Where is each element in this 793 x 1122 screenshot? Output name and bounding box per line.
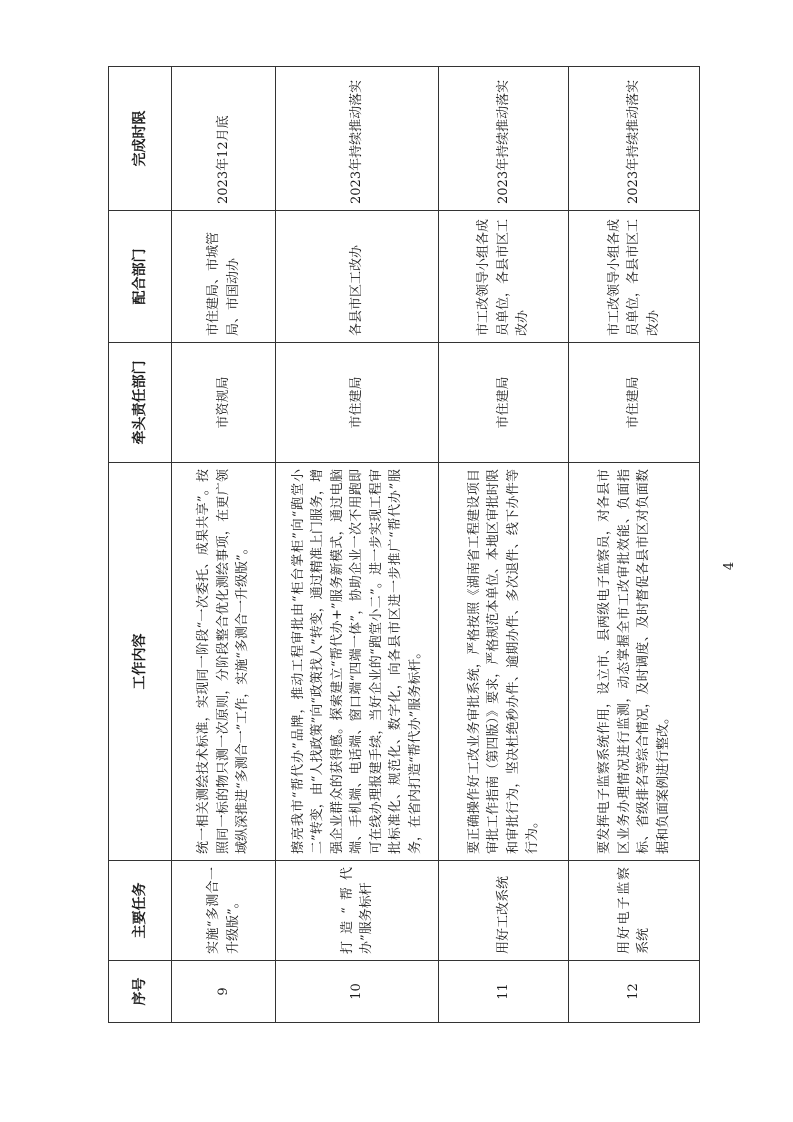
cell-serial-number: 11 (439, 961, 569, 1023)
header-lead-department: 牵头责任部门 (109, 343, 172, 463)
cell-lead-department: 市资规局 (172, 343, 276, 463)
cell-deadline: 2023年12月底 (172, 67, 276, 211)
table-row (276, 67, 439, 1023)
cell-lead-department: 市住建局 (569, 343, 700, 463)
rotated-table-wrapper (108, 67, 700, 1023)
cell-cooperating-department: 市工改领导小组各成员单位，各县市区工改办 (439, 211, 569, 343)
cell-cooperating-department: 市工改领导小组各成员单位，各县市区工改办 (569, 211, 700, 343)
work-task-table (108, 66, 700, 1023)
header-serial-number: 序号 (109, 961, 172, 1023)
cell-deadline: 2023年持续推动落实 (276, 67, 439, 211)
header-cooperating-department: 配合部门 (109, 211, 172, 343)
cell-serial-number: 10 (276, 961, 439, 1023)
cell-cooperating-department: 市住建局、市城管局、市国动办 (172, 211, 276, 343)
cell-serial-number: 9 (172, 961, 276, 1023)
header-main-task: 主要任务 (109, 861, 172, 961)
header-deadline: 完成时限 (109, 67, 172, 211)
cell-main-task: 用好工改系统 (439, 861, 569, 961)
cell-main-task: 用好电子监察系统 (569, 861, 700, 961)
cell-lead-department: 市住建局 (276, 343, 439, 463)
cell-work-content: 擦亮我市“帮代办”品牌，推动工程审批由“柜台掌柜”向“跑堂小二”转变，由“人找政策”向“政策找人”转变，通过精准上门服务，增强企业群众的获得感。探索建立“帮代办+”服务新模式，通过电脑端、手机端、电话端、窗口端“四端一体”，协助企业一次不用跑即可在线办理报建手续，当好企业的“跑堂小二”。进一步实现工程审批标准化、规范化、数字化，向各县市区进一步推广“帮代办”服务，在省内打造“帮代办”服务标杆。 (276, 463, 439, 861)
cell-work-content: 统一相关测绘技术标准，实现同一阶段“一次委托、成果共享”。按照同一标的物只测一次原则，分阶段整合优化测绘事项，在更广领域纵深推进“多测合一”工作，实施“多测合一升级版”。 (172, 463, 276, 861)
table-row (172, 67, 276, 1023)
cell-main-task: 打造“帮代办”服务标杆 (276, 861, 439, 961)
cell-serial-number: 12 (569, 961, 700, 1023)
cell-work-content: 要正确操作好工改业务审批系统，严格按照《湖南省工程建设项目审批工作指南（第四版）》要求，严格规范本单位、本地区审批时限和审批行为，坚决杜绝秒办件、逾期办件、多次退件、线下办件等行为。 (439, 463, 569, 861)
cell-deadline: 2023年持续推动落实 (569, 67, 700, 211)
cell-work-content: 要发挥电子监察系统作用，设立市、县两级电子监察员，对各县市区业务办理情况进行监测，动态掌握全市工改审批效能、负面指标、省级排名等综合情况，及时调度、及时督促各县市区对负面数据和负面案例进行整改。 (569, 463, 700, 861)
table-row (439, 67, 569, 1023)
table-header-row (109, 67, 172, 1023)
page-number: 4 (722, 561, 737, 571)
table-row (569, 67, 700, 1023)
cell-lead-department: 市住建局 (439, 343, 569, 463)
cell-main-task: 实施“多测合一升级版”。 (172, 861, 276, 961)
cell-cooperating-department: 各县市区工改办 (276, 211, 439, 343)
cell-deadline: 2023年持续推动落实 (439, 67, 569, 211)
header-work-content: 工作内容 (109, 463, 172, 861)
